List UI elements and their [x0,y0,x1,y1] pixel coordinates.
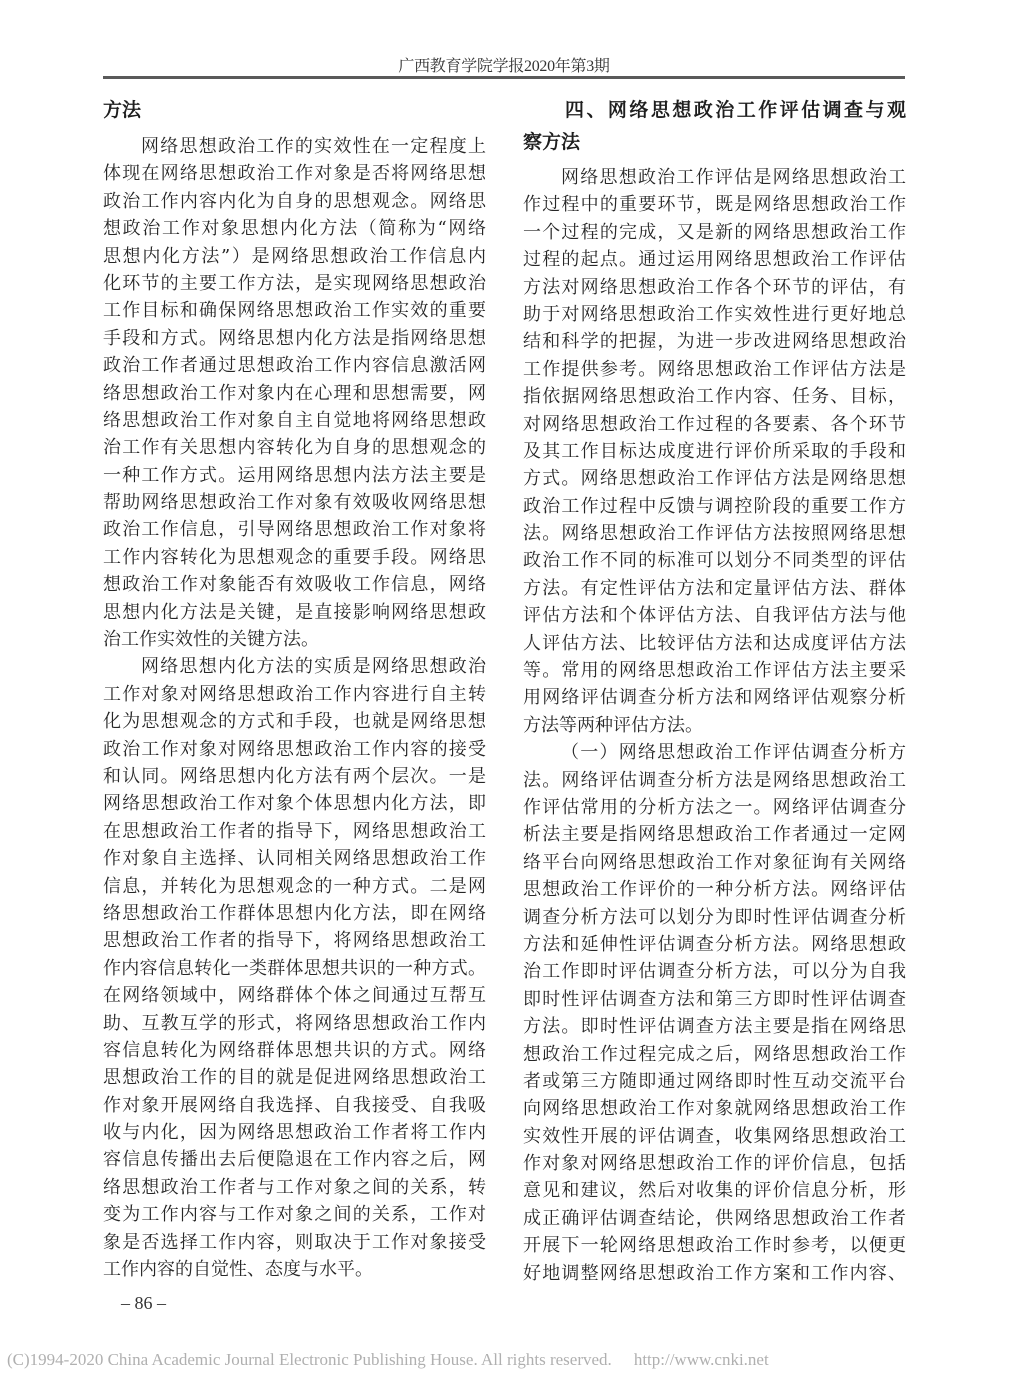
right-column [523,164,906,1287]
text-line: 容信息转化为网络群体思想共识的方式。网络 [103,1039,486,1061]
text-line: 等。常用的网络思想政治工作评估方法主要采 [523,660,906,682]
text-line: 作过程中的重要环节，既是网络思想政治工作 [523,194,906,216]
text-line: 工作对象对网络思想政治工作内容进行自主转 [103,683,486,705]
text-line: 政治工作过程中反馈与调控阶段的重要工作方 [523,495,906,517]
text-line: 思想政治工作者的指导下，将网络思想政治工 [103,930,486,952]
text-line: 意见和建议，然后对收集的评价信息分析，形 [523,1180,906,1202]
left-column-body [103,133,486,1283]
text-line: 方式。网络思想政治工作评估方法是网络思想 [523,468,906,490]
text-line: 变为工作内容与工作对象之间的关系，工作对 [103,1204,486,1226]
text-line: 在网络领域中，网络群体个体之间通过互帮互 [103,985,486,1007]
text-line: 方法对网络思想政治工作各个环节的评估，有 [523,276,906,298]
header-rule [103,76,905,79]
text-line: 工作内容的自觉性、态度与水平。 [103,1259,373,1281]
text-line: 作内容信息转化一类群体思想共识的一种方式。 [103,957,486,979]
text-line: 析法主要是指网络思想政治工作者通过一定网 [523,824,906,846]
text-line: 用网络评估调查分析方法和网络评估观察分析 [523,687,906,709]
section-heading-line: 察方法 [523,131,581,153]
text-line: 过程的起点。通过运用网络思想政治工作评估 [523,249,906,271]
text-line: 政治工作信息，引导网络思想政治工作对象将 [103,519,486,541]
text-line: 指依据网络思想政治工作内容、任务、目标， [523,386,906,408]
text-line: 向网络思想政治工作对象就网络思想政治工作 [523,1098,906,1120]
text-line: 调查分析方法可以划分为即时性评估调查分析 [523,906,906,928]
text-line: 收与内化，因为网络思想政治工作者将工作内 [103,1122,486,1144]
copyright-footer [7,1349,769,1371]
text-line: 象是否选择工作内容，则取决于工作对象接受 [103,1231,486,1253]
text-line: 治工作有关思想内容转化为自身的思想观念的 [103,437,486,459]
text-line: 治工作实效性的关键方法。 [103,629,319,651]
text-line: 政治工作对象对网络思想政治工作内容的接受 [103,738,486,760]
text-line: 思想内化方法”）是网络思想政治工作信息内 [103,245,486,267]
paragraph [103,653,486,1283]
text-line: 成正确评估调查结论，供网络思想政治工作者 [523,1207,906,1229]
text-line: 手段和方式。网络思想内化方法是指网络思想 [103,327,486,349]
text-line: 对网络思想政治工作过程的各要素、各个环节 [523,413,906,435]
text-line: 及其工作目标达成度进行评价所采取的手段和 [523,440,906,462]
paragraph [523,164,906,739]
text-line: 络思想政治工作对象内在心理和思想需要，网 [103,382,486,404]
text-line: 方法。有定性评估方法和定量评估方法、群体 [523,577,906,599]
text-line: 评估方法和个体评估方法、自我评估方法与他 [523,605,906,627]
text-line: 助于对网络思想政治工作实效性进行更好地总 [523,303,906,325]
text-line: 治工作即时评估调查分析方法，可以分为自我 [523,961,906,983]
text-line: 方法和延伸性评估调查分析方法。网络思想政 [523,933,906,955]
footer-url: http://www.cnki.net [633,1350,769,1369]
text-line: 化环节的主要工作方法，是实现网络思想政治 [103,272,486,294]
text-line: 和认同。网络思想内化方法有两个层次。一是 [103,765,486,787]
text-line: 在思想政治工作者的指导下，网络思想政治工 [103,820,486,842]
text-line: 想政治工作对象能否有效吸收工作信息，网络 [103,574,486,596]
text-line: 方法。即时性评估调查方法主要是指在网络思 [523,1016,906,1038]
text-line: 工作目标和确保网络思想政治工作实效的重要 [103,300,486,322]
text-line: 络思想政治工作对象自主自觉地将网络思想政 [103,409,486,431]
text-line: 方法等两种评估方法。 [523,714,703,736]
text-line: 作对象自主选择、认同相关网络思想政治工作 [103,848,486,870]
text-line: 作对象对网络思想政治工作的评价信息，包括 [523,1153,906,1175]
text-line: 想政治工作对象思想内化方法（简称为“网络 [103,218,486,240]
text-line: 络平台向网络思想政治工作对象征询有关网络 [523,851,906,873]
text-line: 网络思想内化方法的实质是网络思想政治 [141,656,486,678]
text-line: 信息，并转化为思想观念的一种方式。二是网 [103,875,486,897]
running-header: 广西教育学院学报2020年第3期 [398,58,610,75]
text-line: 政治工作不同的标准可以划分不同类型的评估 [523,550,906,572]
text-line: 络思想政治工作者与工作对象之间的关系，转 [103,1176,486,1198]
text-line: 政治工作内容内化为自身的思想观念。网络思 [103,190,486,212]
text-line: 容信息传播出去后便隐退在工作内容之后，网 [103,1149,486,1171]
text-line: 工作提供参考。网络思想政治工作评估方法是 [523,358,906,380]
section-heading-four [523,94,906,158]
text-line: 体现在网络思想政治工作对象是否将网络思想 [103,163,486,185]
text-line: 即时性评估调查方法和第三方即时性评估调查 [523,988,906,1010]
section-heading-line: 四、网络思想政治工作评估调查与观 [565,99,906,121]
text-line: 助、互教互学的形式，将网络思想政治工作内 [103,1012,486,1034]
text-line: 好地调整网络思想政治工作方案和工作内容、 [523,1262,906,1284]
text-line: 结和科学的把握，为进一步改进网络思想政治 [523,331,906,353]
text-line: 一种工作方式。运用网络思想内法方法主要是 [103,464,486,486]
text-line: 工作内容转化为思想观念的重要手段。网络思 [103,546,486,568]
section-heading-continued: 方法 [103,99,142,121]
text-line: 作评估常用的分析方法之一。网络评估调查分 [523,796,906,818]
left-column [103,133,486,1283]
text-line: 网络思想政治工作对象个体思想内化方法，即 [103,793,486,815]
text-line: 法。网络思想政治工作评估方法按照网络思想 [523,523,906,545]
paragraph [523,739,906,1287]
copyright-text: (C)1994-2020 China Academic Journal Electronic Publishing House. All rights reserved. [7,1350,612,1369]
text-line: 政治工作者通过思想政治工作内容信息激活网 [103,355,486,377]
text-line: 网络思想政治工作的实效性在一定程度上 [141,136,486,157]
right-column-body [523,164,906,1287]
text-line: 络思想政治工作群体思想内化方法，即在网络 [103,902,486,924]
text-line: 帮助网络思想政治工作对象有效吸收网络思想 [103,492,486,514]
text-line: 法。网络评估调查分析方法是网络思想政治工 [523,769,906,791]
text-line: 开展下一轮网络思想政治工作时参考，以便更 [523,1235,906,1257]
page-number: – 86 – [121,1293,166,1313]
text-line: 实效性开展的评估调查，收集网络思想政治工 [523,1125,906,1147]
text-line: 人评估方法、比较评估方法和达成度评估方法 [523,632,906,654]
text-line: 思想内化方法是关键，是直接影响网络思想政 [103,601,486,623]
text-line: 化为思想观念的方式和手段，也就是网络思想 [103,711,486,733]
text-line: 思想政治工作评价的一种分析方法。网络评估 [523,879,906,901]
text-line: 作对象开展网络自我选择、自我接受、自我吸 [103,1094,486,1116]
text-line: 想政治工作过程完成之后，网络思想政治工作 [523,1043,906,1065]
text-line: 网络思想政治工作评估是网络思想政治工 [561,167,906,188]
paragraph [103,133,486,653]
text-line: 者或第三方随即通过网络即时性互动交流平台 [523,1070,906,1092]
text-line: 一个过程的完成，又是新的网络思想政治工作 [523,221,906,243]
text-line: （一）网络思想政治工作评估调查分析方 [561,742,906,764]
text-line: 思想政治工作的目的就是促进网络思想政治工 [103,1067,486,1089]
